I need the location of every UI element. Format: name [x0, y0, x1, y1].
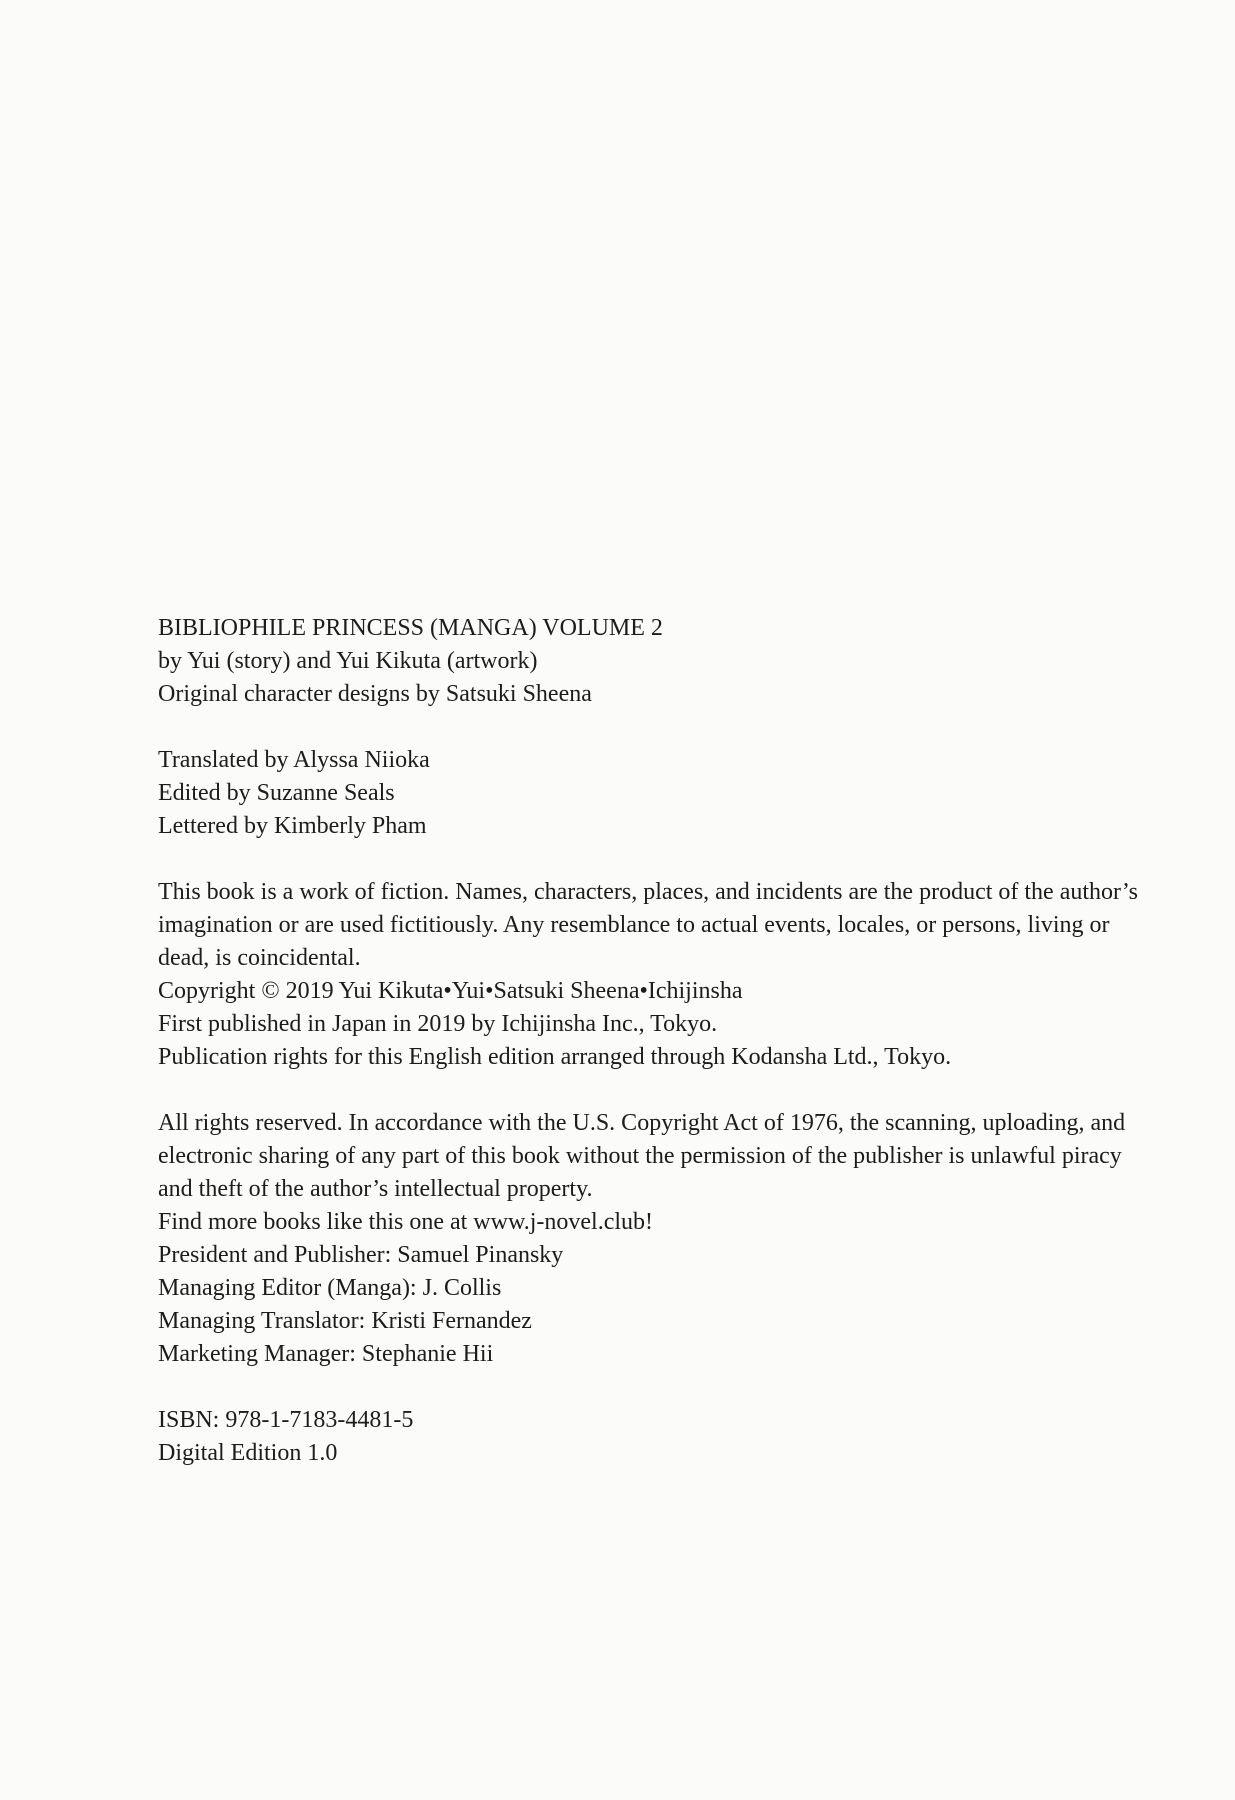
marketing-manager-line: Marketing Manager: Stephanie Hii: [158, 1341, 494, 1367]
letterer-credit: Lettered by Kimberly Pham: [158, 813, 427, 839]
book-title: BIBLIOPHILE PRINCESS (MANGA) VOLUME 2: [158, 615, 663, 641]
colophon-text: [158, 612, 1160, 1470]
first-published-line: First published in Japan in 2019 by Ichijinsha Inc., Tokyo.: [158, 1011, 718, 1037]
copyright-line: Copyright © 2019 Yui Kikuta•Yui•Satsuki Sheena•Ichijinsha: [158, 978, 743, 1004]
editor-credit: Edited by Suzanne Seals: [158, 780, 395, 806]
digital-edition-line: Digital Edition 1.0: [158, 1440, 338, 1466]
edition-block: [158, 1404, 1160, 1470]
translator-credit: Translated by Alyssa Niioka: [158, 747, 430, 773]
managing-editor-line: Managing Editor (Manga): J. Collis: [158, 1275, 502, 1301]
credits-block: [158, 744, 1160, 843]
rights-notice: All rights reserved. In accordance with the U.S. Copyright Act of 1976, the scanning, uploading, and electronic sharing of any part of this book without the permission of the publisher is unlawful piracy and theft of the author’s intellectual property.: [158, 1110, 1126, 1202]
publication-block: [158, 1008, 1160, 1074]
rights-arranged-line: Publication rights for this English edition arranged through Kodansha Ltd., Tokyo.: [158, 1044, 952, 1070]
title-block: [158, 612, 1160, 711]
byline: by Yui (story) and Yui Kikuta (artwork): [158, 648, 538, 674]
president-line: President and Publisher: Samuel Pinansky: [158, 1242, 564, 1268]
find-more-line: Find more books like this one at www.j-novel.club!: [158, 1209, 654, 1235]
fiction-disclaimer: This book is a work of fiction. Names, characters, places, and incidents are the product of the author’s imagination or are used fictitiously. Any resemblance to actual events, locales, or persons, living or dead, is coincidental.: [158, 879, 1138, 971]
staff-block: [158, 1239, 1160, 1371]
character-designs-credit: Original character designs by Satsuki Sheena: [158, 681, 592, 707]
isbn-line: ISBN: 978-1-7183-4481-5: [158, 1407, 414, 1433]
managing-translator-line: Managing Translator: Kristi Fernandez: [158, 1308, 532, 1334]
